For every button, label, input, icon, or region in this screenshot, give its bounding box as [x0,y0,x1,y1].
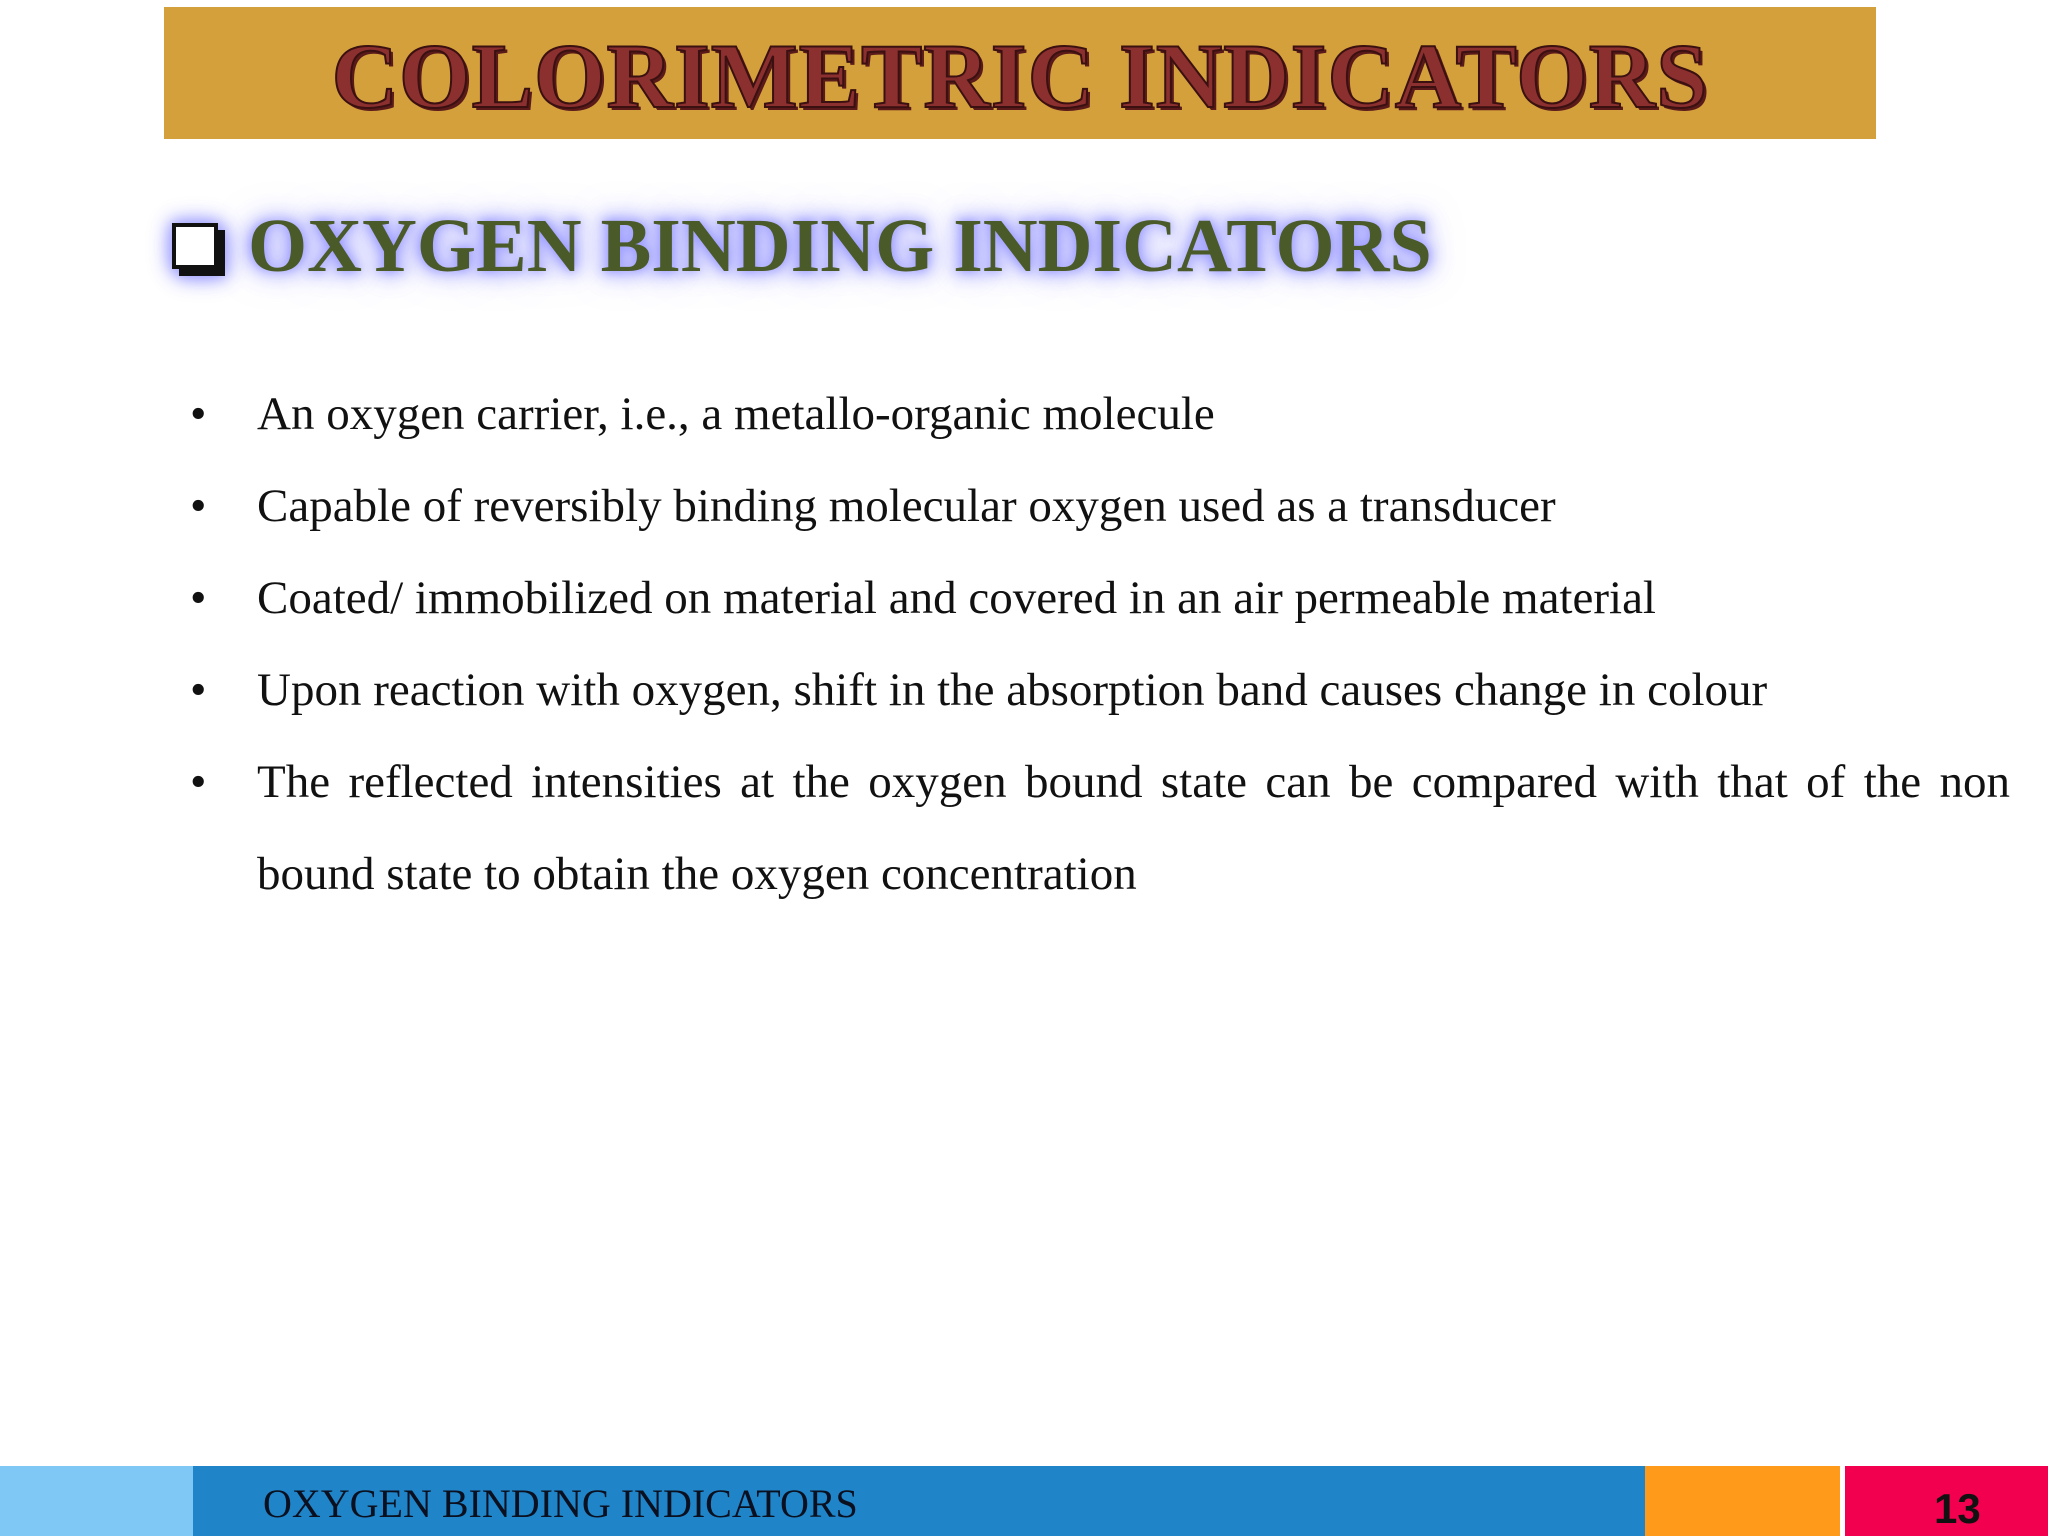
bullet-text: Coated/ immobilized on material and covered in an air permeable material [257,572,1656,624]
slide-title: COLORIMETRIC INDICATORS [331,25,1709,127]
bullet-item [190,368,2010,460]
bullet-list [190,368,2010,920]
bullet-text: An oxygen carrier, i.e., a metallo-organic molecule [257,388,1215,440]
bullet-text: Capable of reversibly binding molecular oxygen used as a transducer [257,480,1556,532]
bullet-item [190,552,2010,644]
bullet-item [190,460,2010,552]
footer-bar [0,1466,2048,1536]
footer-label: OXYGEN BINDING INDICATORS [263,1481,858,1526]
subheading [172,200,1432,292]
bullet-item [190,644,2010,736]
checkbox-icon [172,223,218,269]
title-banner [164,7,1876,139]
bullet-marker: • [190,572,207,624]
bullet-marker: • [190,388,207,440]
footer-segment-light-blue [0,1466,193,1536]
bullet-text: The reflected intensities at the oxygen bound state can be compared with that of the non bound state to obtain the oxygen concentration [257,756,2010,900]
bullet-marker: • [190,756,207,808]
bullet-marker: • [190,664,207,716]
bullet-text: Upon reaction with oxygen, shift in the absorption band causes change in colour [257,664,1768,716]
subheading-text: OXYGEN BINDING INDICATORS [248,204,1432,288]
bullet-item [190,736,2010,920]
bullet-marker: • [190,480,207,532]
footer-segment-orange [1645,1466,1840,1536]
page-number: 13 [1934,1485,1981,1532]
